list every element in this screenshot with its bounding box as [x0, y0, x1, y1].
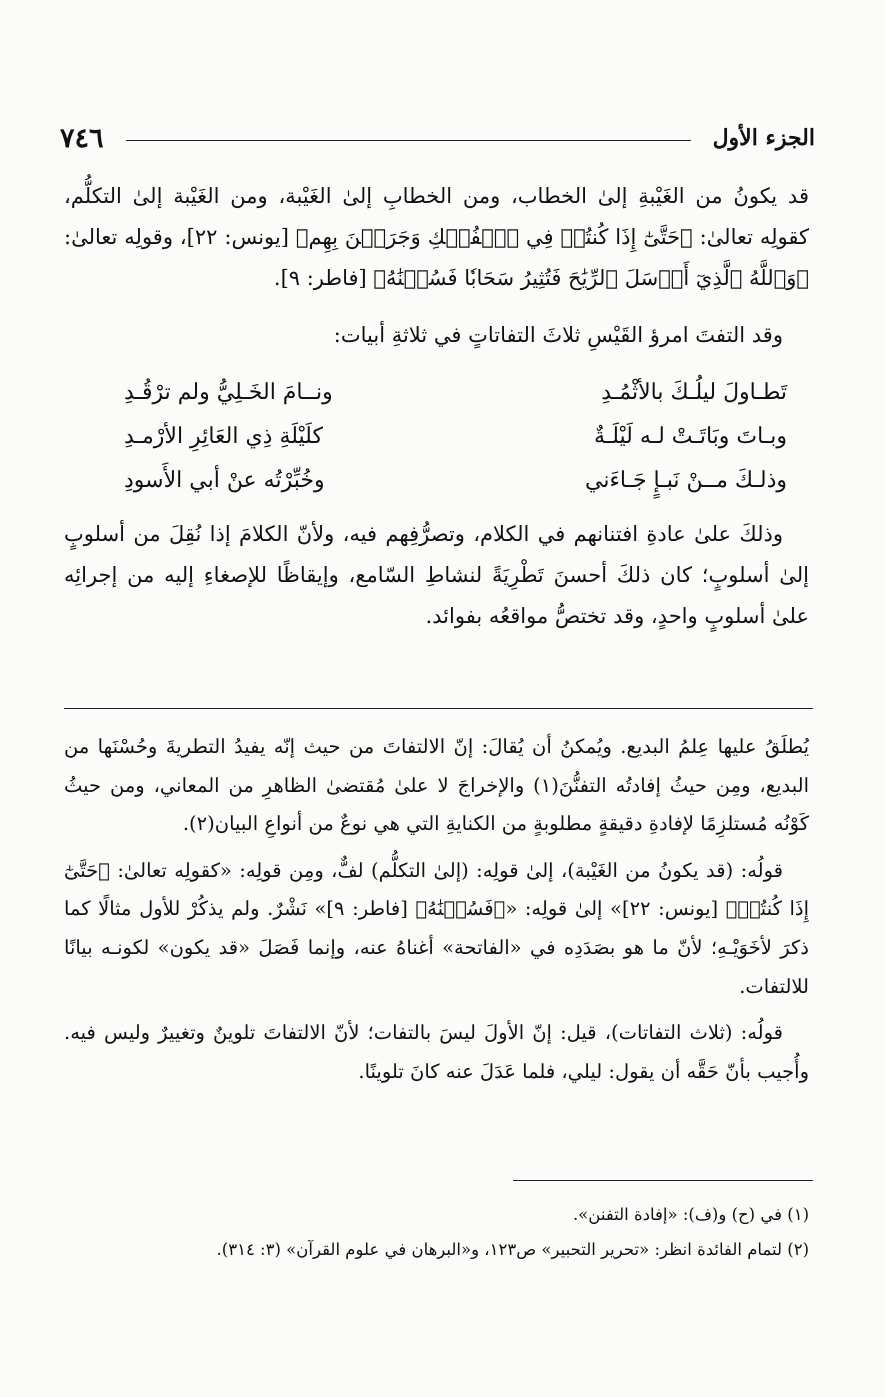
commentary-paragraph-2: قولُه: (قد يكونُ من الغَيْبة)، إلىٰ قولِه: (إلىٰ التكلُّم) لفٌّ، ومِن قولِه: «كقولِه تعالىٰ: ﴿حَتَّىٰٓ إِذَا كُنتُمۡ﴾ [يونس: ٢٢]» إلىٰ قولِه: «﴿فَسُقۡنَٰهُ﴾ [فاطر: ٩]» نَشْرٌ. ولم يذكُرْ للأول مثالًا كما ذكرَ لأخَوَيْـهِ؛ لأنّ ما هو بصَدَدِه في «الفاتحة» أغناهُ عنه، وإنما فَصَلَ «قد يكون» لكونـه بيانًا للالتفات.	[64, 858, 809, 998]
page-header	[60, 118, 815, 158]
footnote-separator	[513, 1180, 813, 1181]
footnotes	[64, 1198, 809, 1267]
verse-first-hemistich: وذلـكَ مــنْ نَبـإٍ جَـاءَني	[585, 468, 787, 494]
main-paragraph-2: وقد التفتَ امرؤ القَيْسِ ثلاثَ التفاتاتٍ في ثلاثةِ أبيات:	[333, 322, 783, 347]
commentary-paragraph-3: قولُه: (ثلاث التفاتات)، قيل: إنّ الأولَ ليسَ بالتفات؛ لأنّ الالتفاتَ تلوينٌ وتغييرٌ وليس فيه. وأُجيب بأنّ حَقَّه أن يقول: ليلي، فلما عَدَلَ عنه كانَ تلوينًا.	[64, 1021, 809, 1083]
main-text	[64, 176, 809, 637]
running-title: الجزء الأول	[712, 125, 815, 151]
commentary-text	[64, 728, 809, 1091]
commentary-paragraph-1: يُطلَقُ عليها عِلمُ البديع. ويُمكنُ أن يُقالَ: إنّ الالتفاتَ من حيث إنّه يفيدُ التطريةَ وحُسْنَها من البديع، ومِن حيثُ إفادتُه التفنُّنَ(١) والإخراجَ لا علىٰ مُقتضىٰ الظاهرِ من المعاني، ومن حيثُ كَوْنُه مُستلزِمًا لإفادةِ دقيقةٍ مطلوبةٍ من الكنايةِ التي هي نوعٌ من أنواعِ البيان(٢).	[64, 735, 809, 836]
verse-second-hemistich: ونــامَ الخَـلِيُّ ولم ترْقُـدِ	[124, 380, 333, 406]
verse-line	[64, 372, 809, 416]
page-number: ٧٤٦	[60, 122, 104, 154]
verse-line	[64, 460, 809, 504]
verse-second-hemistich: كلَيْلَةِ ذِي العَائِرِ الأرْمـدِ	[124, 424, 323, 450]
verse-line	[64, 416, 809, 460]
footnote-1: (١) في (ح) و(ف): «إفادة التفنن».	[572, 1205, 809, 1224]
footnote-2: (٢) لتمام الفائدة انظر: «تحرير التحبير» ص١٢٣، و«البرهان في علوم القرآن» (٣: ٣١٤).	[216, 1239, 809, 1259]
verse-first-hemistich: وبـاتَ وبَاتَـتْ لـه لَيْلَـةٌ	[593, 424, 787, 450]
commentary-separator	[64, 708, 813, 709]
main-paragraph-3: وذلكَ علىٰ عادةِ افتنانهم في الكلام، وتصرُّفِهم فيه، ولأنّ الكلامَ إذا نُقِلَ من أسلوبٍ إلىٰ أسلوبٍ؛ كان ذلكَ أحسنَ تَطْرِيَةً لنشاطِ السّامع، وإيقاظًا للإصغاءِ إليه من إجرائِه علىٰ أسلوبٍ واحدٍ، وقد تختصُّ مواقعُه بفوائد.	[64, 521, 809, 628]
verse-second-hemistich: وخُبِّرْتُه عنْ أبي الأَسودِ	[124, 468, 325, 494]
header-rule	[126, 140, 691, 141]
poem-verses	[64, 372, 809, 504]
main-paragraph-1: قد يكونُ من الغَيْبةِ إلىٰ الخطاب، ومن الخطابِ إلىٰ الغَيْبة، ومن الغَيْبة إلىٰ التكلُّم، كقولِه تعالىٰ: ﴿حَتَّىٰٓ إِذَا كُنتُمۡ فِي ٱلۡفُلۡكِ وَجَرَيۡنَ بِهِم﴾ [يونس: ٢٢]، وقولِه تعالىٰ: ﴿وَٱللَّهُ ٱلَّذِيٓ أَرۡسَلَ ٱلرِّيَٰحَ فَتُثِيرُ سَحَابٗا فَسُقۡنَٰهُ﴾ [فاطر: ٩].	[64, 184, 809, 290]
verse-first-hemistich: تَطـاولَ ليلُـكَ بالأثْمُـدِ	[601, 380, 787, 406]
